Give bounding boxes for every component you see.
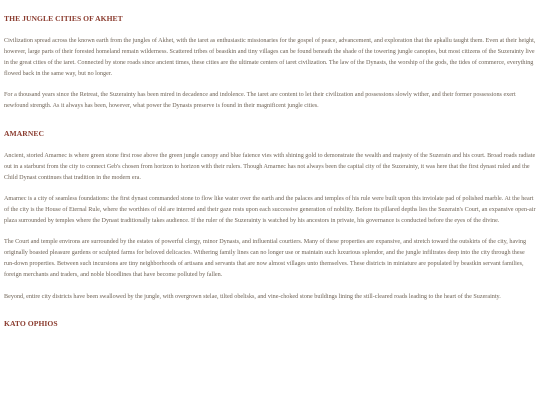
paragraph: Ancient, storied Amarnec is where green stone first rose above the green jungle canopy and blue faience vies with shining gold to demonstrate the wealth and majesty of the Suzerain and his court. Broad roads radiate out in a starburst from the city to connect Geb's chosen from horizon to horizon with their rulers. Though Amarnec has not always been the capital city of the Suzerainty, it was here that the first dynast ruled and the Child Dynast continues that tradition in the modern era. [4, 152, 536, 181]
section-kato-ophios [4, 319, 536, 328]
paragraph: For a thousand years since the Retreat, the Suzerainty has been mired in decadence and indolence. The iaret are content to let their civilization and possessions slowly wither, and their former possessions exert newfound strength. As it always has been, however, what power the Dynasts preserve is found in their magnificent jungle cities. [4, 92, 516, 110]
section-akhet [4, 14, 536, 113]
section-heading: AMARNEC [4, 128, 45, 138]
section-heading: THE JUNGLE CITIES OF AKHET [4, 14, 123, 23]
paragraph: The Court and temple environs are surrounded by the estates of powerful clergy, minor Dynasts, and influential courtiers. Many of these properties are expansive, and stretch toward the outskirts of the city, having originally boasted pleasure gardens or sculpted farms for beloved delicacies. Withering family lines can no longer use or maintain such luxurious splendor, and the jungle infiltrates deep into the city through these run-down properties. Between such incursions are tiny neighborhoods of artisans and servants that are now almost villages unto themselves. These districts in miniature are populated by beastkin servant families, foreign merchants and traders, and noble bloodlines that have become polluted by fallen. [4, 239, 527, 279]
section-amarnec [4, 129, 536, 303]
paragraph: Amarnec is a city of seamless foundations: the first dynast commanded stone to flow like water over the earth and the palaces and temples of his rule were built upon this inviolate pad of polished marble. At the heart of the city is the House of Eternal Rule, where the worthies of old are interred and their gaze rests upon each successive generation of nobility. Before its pillared depths lies the Suzerain's Court, an expansive open-air plaza surrounded by temples where the Dynast traditionally takes audience. If the ruler of the Suzerainty is watched by his ancestors in private, his governance is conducted before the eyes of the divine. [4, 195, 536, 225]
paragraph: Beyond, entire city districts have been swallowed by the jungle, with overgrown stelae, tilted obelisks, and vine-choked stone buildings lining the still-cleared roads leading to the heart of the Suzerainty. [4, 293, 501, 300]
paragraph: Civilization spread across the known earth from the jungles of Akhet, with the iaret as enthusiastic missionaries for the gospel of peace, advancement, and exploration that the apkallu taught them. Even at their height, however, large parts of their forested homeland remain wilderness. Scattered tribes of beastkin and tiny villages can be found beneath the shade of the towering jungle canopies, but most citizens of the Suzerainty live in the great cities of the iaret. Connected by stone roads since ancient times, these cities are the ultimate centers of iaret civilization. The law of the Dynasts, the worship of the gods, the tides of commerce, everything flowed back in the same way, but no longer. [4, 38, 536, 78]
section-heading: KATO OPHIOS [4, 318, 58, 328]
